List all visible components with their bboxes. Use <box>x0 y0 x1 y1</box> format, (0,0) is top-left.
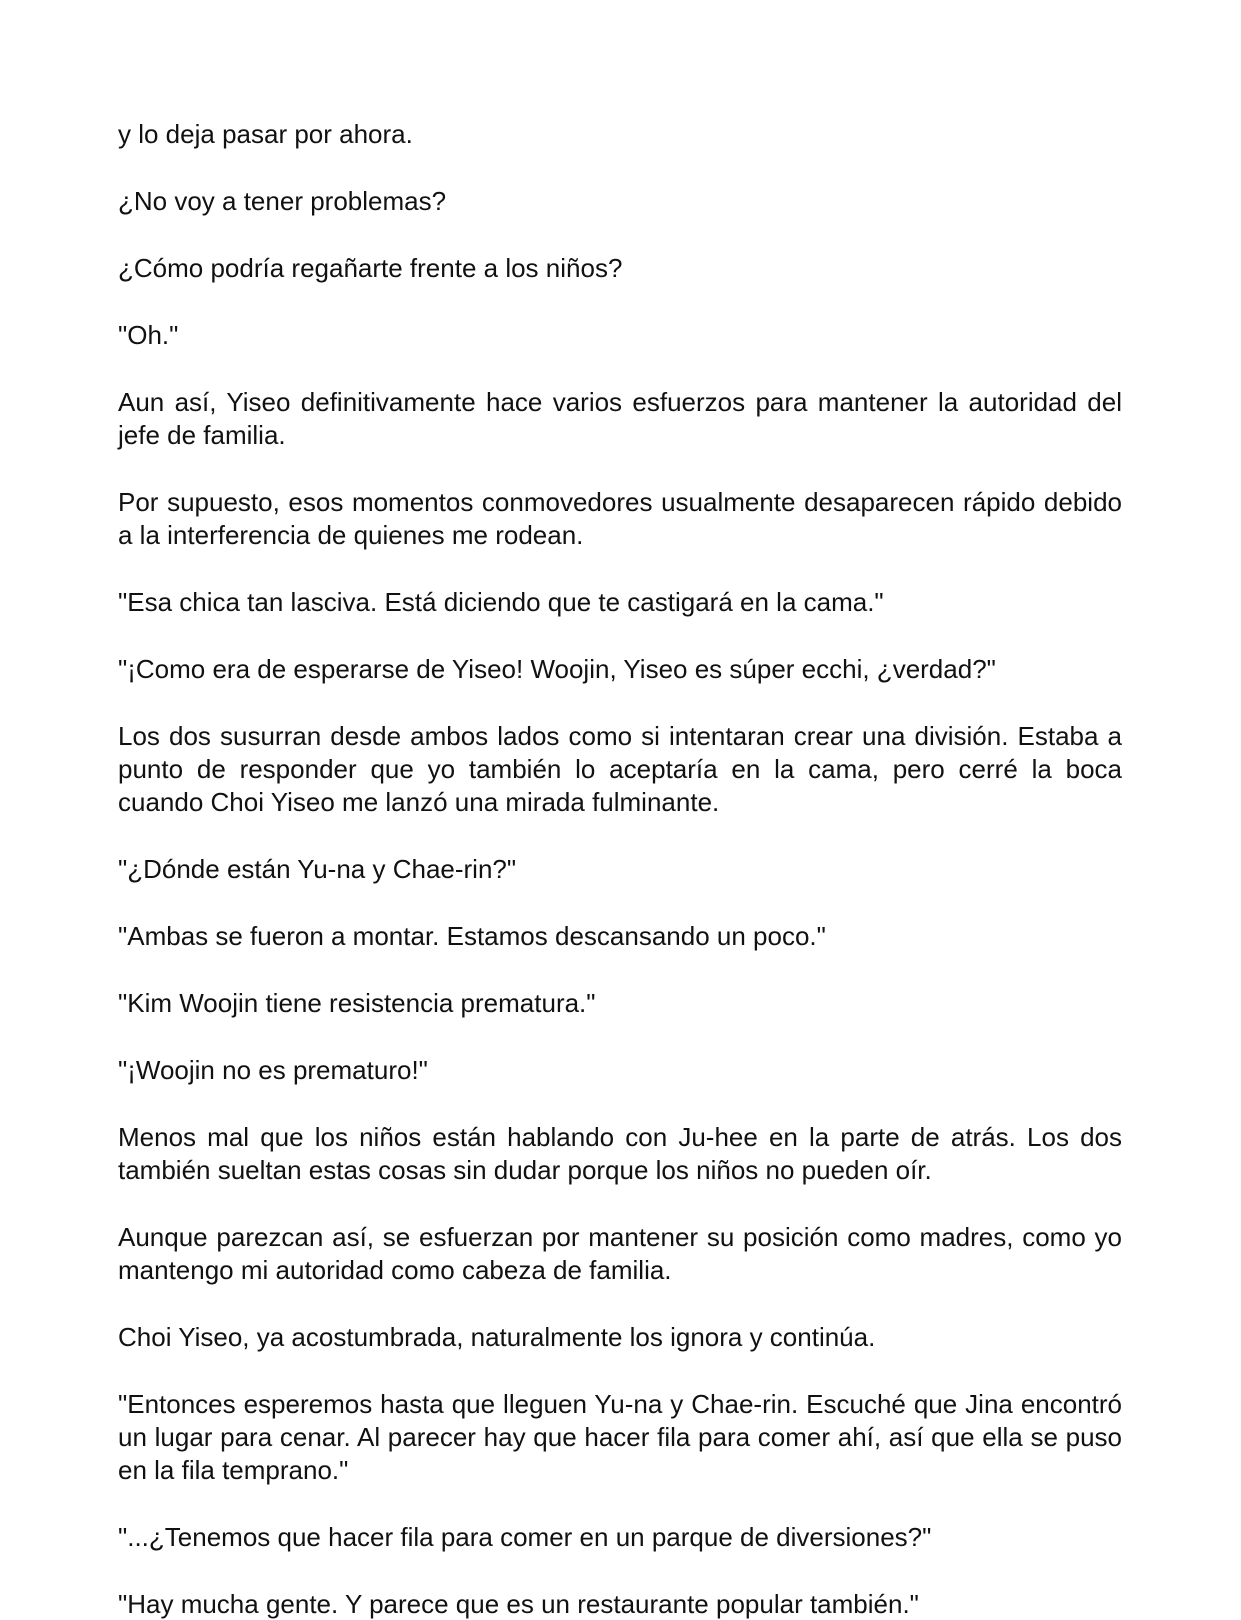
paragraph-15: Aunque parezcan así, se esfuerzan por mantener su posición como madres, como yo mantengo mi autoridad como cabeza de familia. <box>118 1222 1122 1285</box>
paragraph-10: "¿Dónde están Yu-na y Chae-rin?" <box>118 854 517 884</box>
paragraph-12: "Kim Woojin tiene resistencia prematura." <box>118 988 596 1018</box>
paragraph-2: ¿No voy a tener problemas? <box>118 186 447 216</box>
paragraph-9: Los dos susurran desde ambos lados como si intentaran crear una división. Estaba a punto de responder que yo también lo aceptaría en la cama, pero cerré la boca cuando Choi Yiseo me lanzó una mirada fulminante. <box>118 721 1122 817</box>
paragraph-5: Aun así, Yiseo definitivamente hace varios esfuerzos para mantener la autoridad del jefe de familia. <box>118 387 1122 450</box>
paragraph-3: ¿Cómo podría regañarte frente a los niños? <box>118 253 623 283</box>
paragraph-18: "...¿Tenemos que hacer fila para comer en un parque de diversiones?" <box>118 1522 932 1552</box>
paragraph-4: "Oh." <box>118 320 179 350</box>
paragraph-17: "Entonces esperemos hasta que lleguen Yu-na y Chae-rin. Escuché que Jina encontró un lugar para cenar. Al parecer hay que hacer fila para comer ahí, así que ella se puso en la fila temprano." <box>118 1389 1122 1485</box>
paragraph-7: "Esa chica tan lasciva. Está diciendo que te castigará en la cama." <box>118 587 884 617</box>
paragraph-16: Choi Yiseo, ya acostumbrada, naturalmente los ignora y continúa. <box>118 1322 876 1352</box>
document-body <box>118 118 1122 1620</box>
paragraph-19: "Hay mucha gente. Y parece que es un restaurante popular también." <box>118 1589 919 1619</box>
paragraph-11: "Ambas se fueron a montar. Estamos descansando un poco." <box>118 921 826 951</box>
paragraph-14: Menos mal que los niños están hablando con Ju-hee en la parte de atrás. Los dos también sueltan estas cosas sin dudar porque los niños no pueden oír. <box>118 1122 1122 1185</box>
paragraph-1: y lo deja pasar por ahora. <box>118 119 413 149</box>
paragraph-6: Por supuesto, esos momentos conmovedores usualmente desaparecen rápido debido a la interferencia de quienes me rodean. <box>118 487 1122 550</box>
paragraph-13: "¡Woojin no es prematuro!" <box>118 1055 428 1085</box>
paragraph-8: "¡Como era de esperarse de Yiseo! Woojin, Yiseo es súper ecchi, ¿verdad?" <box>118 654 996 684</box>
